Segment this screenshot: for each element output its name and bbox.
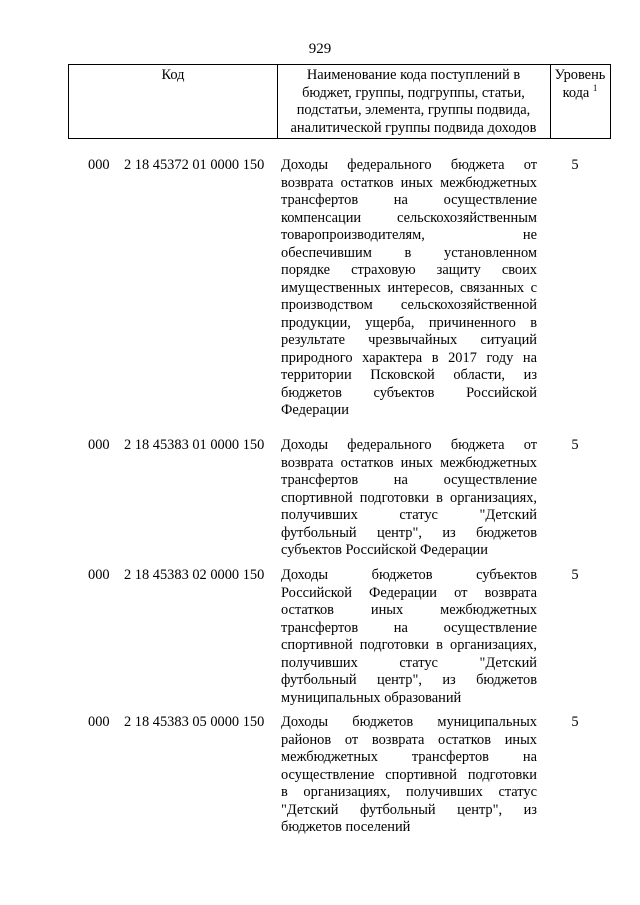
header-name-line: аналитической группы подвида доходов [290,119,537,136]
row-description-line: субъектов Российской Федерации [281,542,488,558]
row-description-line: бюджетов поселений [281,819,411,835]
row-revenue-code: 2 18 45383 01 0000 150 [124,437,265,453]
header-name-line: подстатьи, элемента, группы подвида, [296,102,531,118]
header-name-line: бюджет, группы, подгруппы, статьи, [302,84,525,101]
row-description-line: возврата остатков иных межбюджетных [281,174,537,191]
row-description-line: в организациях, получивших статус [281,784,537,800]
row-description-line: получивших статус "Детский [281,654,537,671]
row-admin-code: 000 [88,157,110,173]
row-description-line: остатков иных межбюджетных [281,602,537,618]
row-description-line: природного характера в 2017 году на [281,349,537,366]
row-description-line: Доходы федерального бюджета от [281,437,537,453]
row-description-line: "Детский футбольный центр", из [281,801,537,818]
row-description-line: продукции, ущерба, причиненного в [281,314,537,331]
table-header [68,64,611,139]
row-description-line: футбольный центр", из бюджетов [281,672,537,688]
row-description-line: обеспечившим в установленном [281,244,537,261]
row-description-line: трансфертов на осуществление [281,192,537,208]
header-level-column [550,65,610,138]
row-description [281,714,537,837]
row-admin-code: 000 [88,437,110,453]
row-description-line: муниципальных образований [281,689,462,706]
row-description-line: Федерации [281,402,349,418]
header-name-line: Наименование кода поступлений в [306,67,521,83]
row-description [281,437,537,560]
row-description-line: трансфертов на осуществление [281,619,537,636]
row-description-line: районов от возврата остатков иных [281,731,537,748]
row-description-line: Доходы бюджетов субъектов [281,567,537,583]
header-code-label: Код [161,67,185,83]
row-description-line: бюджетов субъектов Российской [281,384,537,401]
row-description-line: трансфертов на осуществление [281,472,537,488]
header-code-column [69,65,278,138]
row-revenue-code: 2 18 45372 01 0000 150 [124,157,265,173]
row-revenue-code: 2 18 45383 05 0000 150 [124,714,265,730]
row-level: 5 [571,437,579,453]
row-description [281,157,537,420]
row-description-line: возврата остатков иных межбюджетных [281,454,537,471]
row-revenue-code: 2 18 45383 02 0000 150 [124,567,265,583]
row-description-line: осуществление спортивной подготовки [281,766,537,783]
row-description-line: результате чрезвычайных ситуаций [281,332,537,348]
row-description-line: товаропроизводителям, не [281,227,537,243]
row-description [281,567,537,707]
row-description-line: Доходы бюджетов муниципальных [281,714,537,730]
row-admin-code: 000 [88,714,110,730]
header-level-footnote: 1 [592,82,598,93]
row-level: 5 [571,567,579,583]
row-description-line: производством сельскохозяйственной [281,297,537,313]
row-description-line: Российской Федерации от возврата [281,584,537,601]
row-description-line: имущественных интересов, связанных с [281,279,537,296]
header-level-line1: Уровень [554,67,606,83]
header-name-column [277,65,551,138]
header-level-line2 [550,82,610,103]
row-description-line: футбольный центр", из бюджетов [281,524,537,541]
row-description-line: Доходы федерального бюджета от [281,157,537,173]
row-admin-code: 000 [88,567,110,583]
row-description-line: спортивной подготовки в организациях, [281,489,537,506]
row-description-line: спортивной подготовки в организациях, [281,637,537,653]
row-description-line: межбюджетных трансфертов на [281,749,537,765]
row-level: 5 [571,714,579,730]
row-description-line: порядке страховую защиту своих [281,262,537,278]
row-description-line: компенсации сельскохозяйственным [281,209,537,226]
row-description-line: получивших статус "Детский [281,507,537,523]
header-level-word: кода [562,84,590,101]
row-description-line: территории Псковской области, из [281,367,537,383]
page-number: 929 [308,41,332,57]
row-level: 5 [571,157,579,173]
